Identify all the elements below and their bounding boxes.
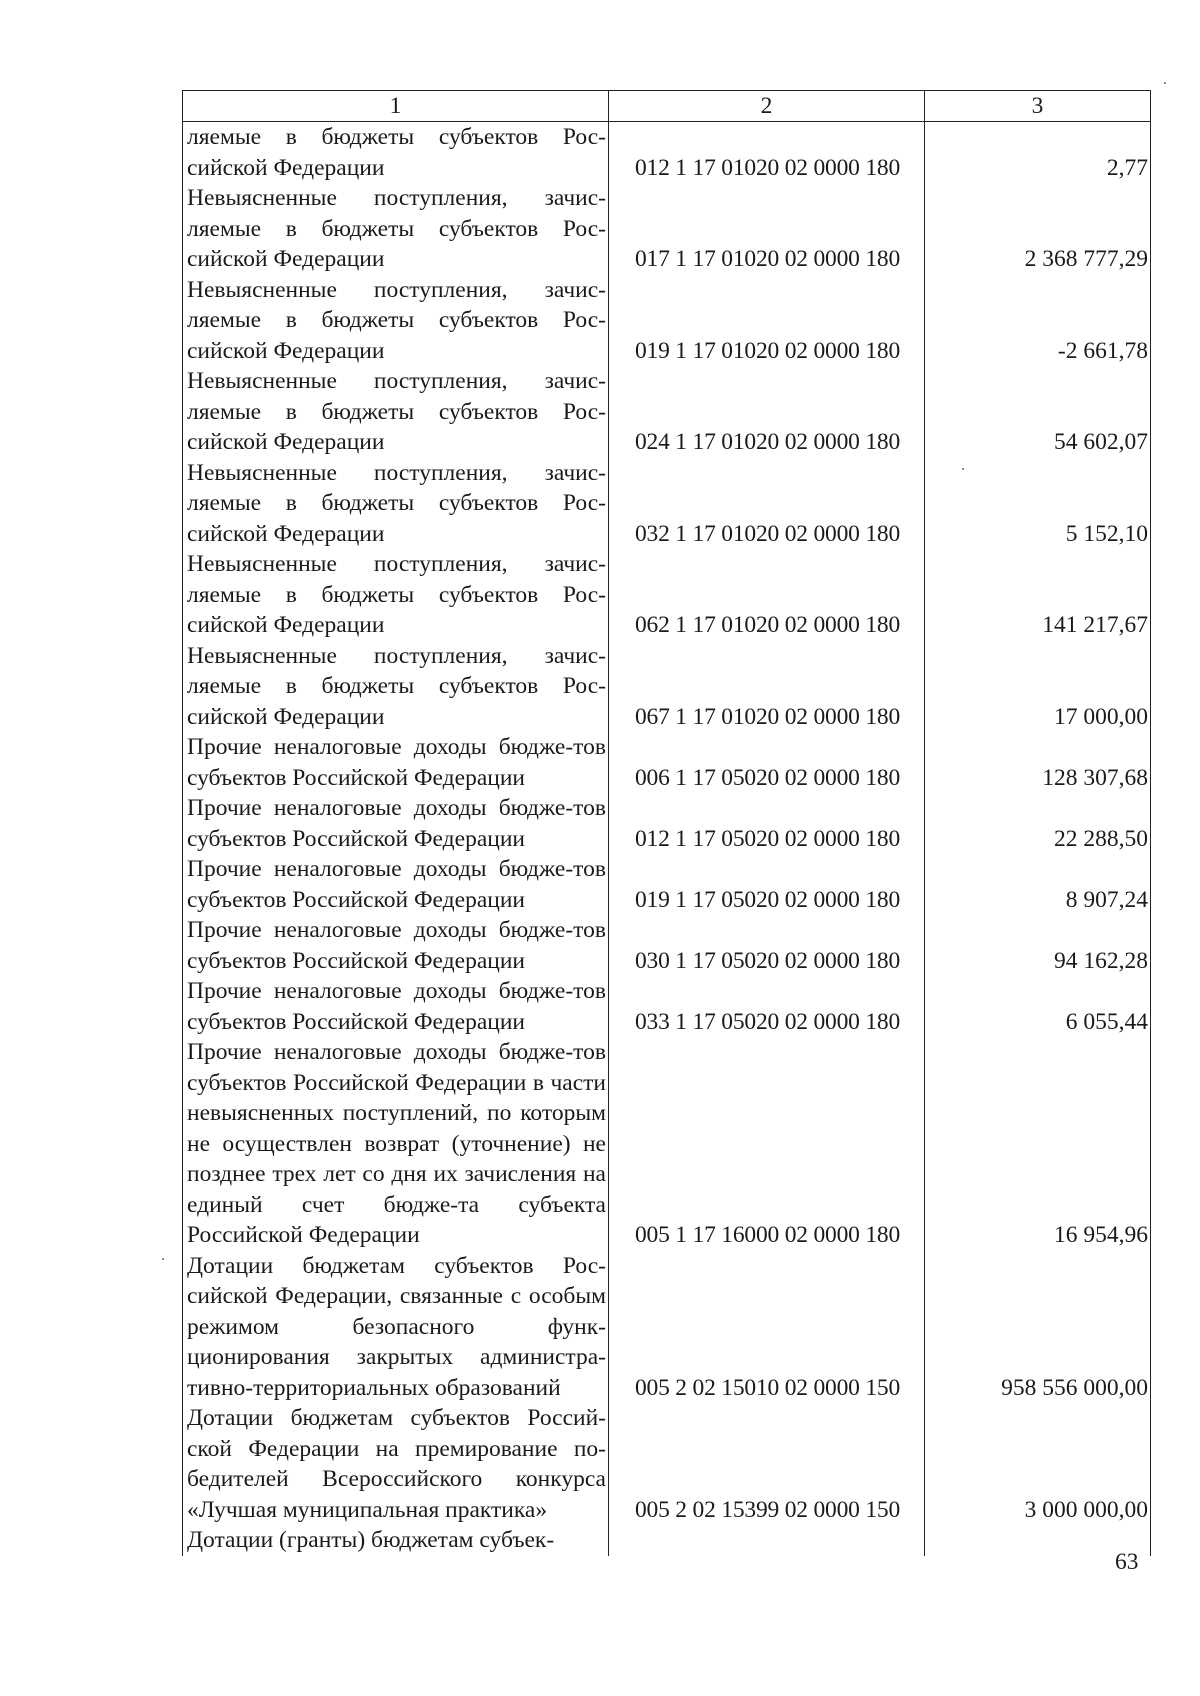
table-row <box>183 549 1151 641</box>
row-description: Прочие неналоговые доходы бюдже-тов субъектов Российской Федерации <box>183 854 609 915</box>
row-amount: 2 368 777,29 <box>925 183 1151 275</box>
row-amount: 6 055,44 <box>925 976 1151 1037</box>
row-amount: -2 661,78 <box>925 275 1151 367</box>
budget-revenue-table <box>182 90 1151 1556</box>
row-budget-code: 005 2 02 15010 02 0000 150 <box>609 1251 925 1404</box>
table-row <box>183 976 1151 1037</box>
table-row <box>183 1403 1151 1525</box>
table-row <box>183 1037 1151 1251</box>
row-description: Невыясненные поступления, зачис-ляемые в бюджеты субъектов Рос-сийской Федерации <box>183 549 609 641</box>
row-description: Прочие неналоговые доходы бюдже-тов субъектов Российской Федерации <box>183 793 609 854</box>
row-description: Дотации бюджетам субъектов Рос-сийской Федерации, связанные с особым режимом безопасного функ-ционирования закрытых администра-тивно-территориальных образований <box>183 1251 609 1404</box>
table-row <box>183 1251 1151 1404</box>
row-amount: 17 000,00 <box>925 641 1151 733</box>
row-amount: 5 152,10 <box>925 458 1151 550</box>
row-description: Прочие неналоговые доходы бюдже-тов субъектов Российской Федерации <box>183 976 609 1037</box>
row-description: Невыясненные поступления, зачис-ляемые в бюджеты субъектов Рос-сийской Федерации <box>183 275 609 367</box>
row-budget-code: 067 1 17 01020 02 0000 180 <box>609 641 925 733</box>
row-description: Невыясненные поступления, зачис-ляемые в бюджеты субъектов Рос-сийской Федерации <box>183 641 609 733</box>
row-budget-code: 033 1 17 05020 02 0000 180 <box>609 976 925 1037</box>
row-amount: 958 556 000,00 <box>925 1251 1151 1404</box>
row-budget-code: 012 1 17 05020 02 0000 180 <box>609 793 925 854</box>
scan-speck <box>162 1258 164 1260</box>
table-row <box>183 732 1151 793</box>
row-budget-code: 017 1 17 01020 02 0000 180 <box>609 183 925 275</box>
row-budget-code: 062 1 17 01020 02 0000 180 <box>609 549 925 641</box>
row-budget-code: 019 1 17 05020 02 0000 180 <box>609 854 925 915</box>
scan-speck <box>962 468 964 470</box>
row-budget-code: 024 1 17 01020 02 0000 180 <box>609 366 925 458</box>
row-amount: 141 217,67 <box>925 549 1151 641</box>
scan-speck <box>1164 82 1166 84</box>
row-amount: 16 954,96 <box>925 1037 1151 1251</box>
row-description: Дотации (гранты) бюджетам субъек- <box>183 1525 609 1556</box>
row-description: Прочие неналоговые доходы бюдже-тов субъектов Российской Федерации в части невыясненных поступлений, по которым не осуществлен возврат (уточнение) не позднее трех лет со дня их зачисления на единый счет бюдже-та субъекта Российской Федерации <box>183 1037 609 1251</box>
table-row <box>183 366 1151 458</box>
row-description: Прочие неналоговые доходы бюдже-тов субъектов Российской Федерации <box>183 732 609 793</box>
row-budget-code: 030 1 17 05020 02 0000 180 <box>609 915 925 976</box>
row-budget-code: 019 1 17 01020 02 0000 180 <box>609 275 925 367</box>
row-amount: 94 162,28 <box>925 915 1151 976</box>
table-row <box>183 122 1151 184</box>
row-description: Невыясненные поступления, зачис-ляемые в бюджеты субъектов Рос-сийской Федерации <box>183 183 609 275</box>
row-amount: 128 307,68 <box>925 732 1151 793</box>
row-budget-code: 005 2 02 15399 02 0000 150 <box>609 1403 925 1525</box>
table-row <box>183 641 1151 733</box>
row-description: Прочие неналоговые доходы бюдже-тов субъектов Российской Федерации <box>183 915 609 976</box>
row-description: Невыясненные поступления, зачис-ляемые в бюджеты субъектов Рос-сийской Федерации <box>183 458 609 550</box>
row-description: ляемые в бюджеты субъектов Рос-сийской Федерации <box>183 122 609 184</box>
column-header-1: 1 <box>183 91 609 122</box>
row-amount: 3 000 000,00 <box>925 1403 1151 1525</box>
page-number: 63 <box>1115 1549 1139 1575</box>
table-row <box>183 183 1151 275</box>
table-row <box>183 275 1151 367</box>
column-header-3: 3 <box>925 91 1151 122</box>
table-row <box>183 1525 1151 1556</box>
row-budget-code: 006 1 17 05020 02 0000 180 <box>609 732 925 793</box>
row-description: Невыясненные поступления, зачис-ляемые в бюджеты субъектов Рос-сийской Федерации <box>183 366 609 458</box>
row-budget-code: 012 1 17 01020 02 0000 180 <box>609 122 925 184</box>
row-amount: 22 288,50 <box>925 793 1151 854</box>
row-amount: 54 602,07 <box>925 366 1151 458</box>
row-budget-code <box>609 1525 925 1556</box>
column-header-2: 2 <box>609 91 925 122</box>
row-budget-code: 032 1 17 01020 02 0000 180 <box>609 458 925 550</box>
table-row <box>183 793 1151 854</box>
table-row <box>183 854 1151 915</box>
table-row <box>183 458 1151 550</box>
table-row <box>183 915 1151 976</box>
row-description: Дотации бюджетам субъектов Россий-ской Федерации на премирование по-бедителей Всероссийского конкурса «Лучшая муниципальная практика» <box>183 1403 609 1525</box>
row-amount: 8 907,24 <box>925 854 1151 915</box>
row-amount: 2,77 <box>925 122 1151 184</box>
row-budget-code: 005 1 17 16000 02 0000 180 <box>609 1037 925 1251</box>
table-header-row <box>183 91 1151 122</box>
